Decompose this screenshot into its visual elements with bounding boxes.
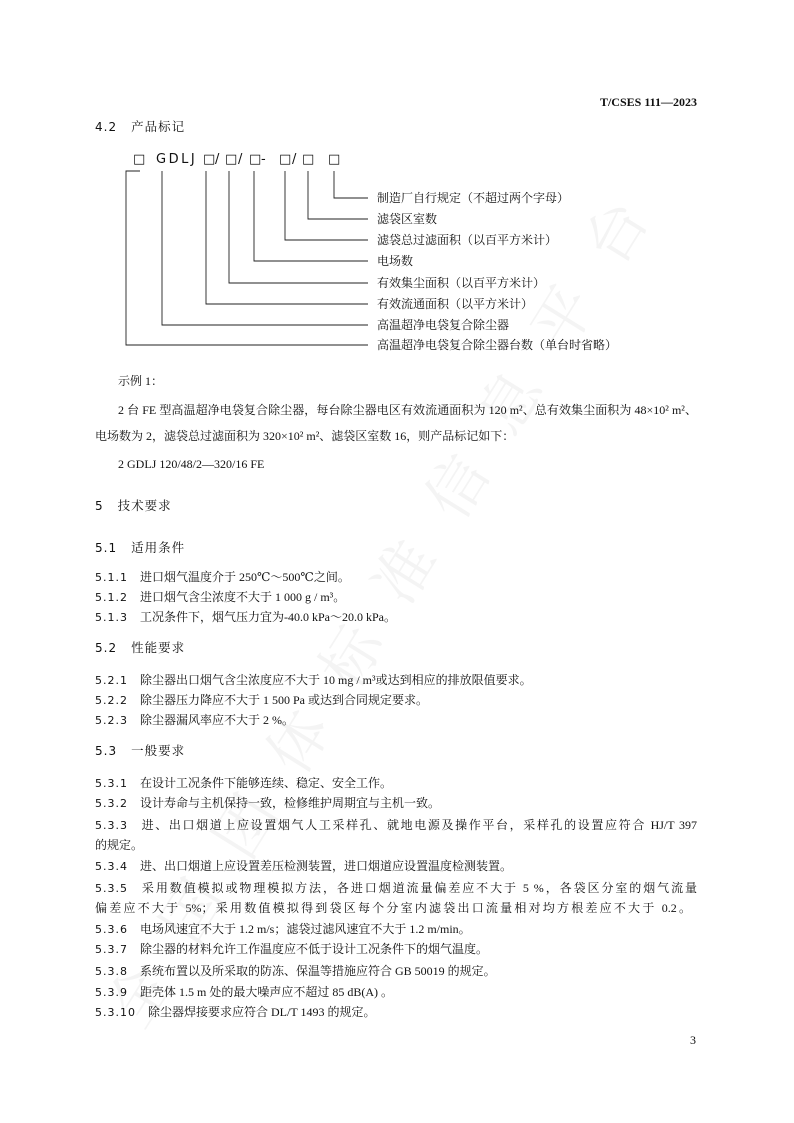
clause-text: 除尘器的材料允许工作温度应不低于设计工况条件下的烟气温度。 <box>140 942 489 956</box>
clause-continuation: 偏差应不大于 5%；采用数值模拟得到袋区每个分室内滤袋出口流量相对均方根差应不大于 0.2。 <box>95 901 691 915</box>
example-label: 示例 1： <box>118 374 164 388</box>
clause-text: 进、出口烟道上应设置差压检测装置，进口烟道应设置温度检测装置。 <box>140 859 513 873</box>
clause <box>95 589 345 605</box>
clause-text: 电场风速宜不大于 1.2 m/s；滤袋过滤风速宜不大于 1.2 m/min。 <box>140 922 471 936</box>
clause <box>95 692 428 708</box>
section-number: 4.2 <box>95 120 118 134</box>
clause-number: 5.1.2 <box>95 591 128 604</box>
leader-line <box>254 171 368 261</box>
section-title: 适用条件 <box>131 540 186 555</box>
marking-token-box: □ <box>302 152 315 167</box>
clause-number: 5.2.3 <box>95 714 128 727</box>
clause-number: 5.1.1 <box>95 571 128 584</box>
clause <box>95 712 294 728</box>
marking-token-slash: / <box>292 152 297 167</box>
marking-token-slash: / <box>238 152 243 167</box>
example-text-line: 电场数为 2，滤袋总过滤面积为 320×10² m²、滤袋区室数 16，则产品标记如下： <box>95 429 515 443</box>
clause-continuation: 的规定。 <box>95 838 144 852</box>
clause-number: 5.3.6 <box>95 923 128 936</box>
clause-number: 5.3.7 <box>95 943 128 956</box>
section-number: 5.1 <box>95 541 118 555</box>
leader-line <box>308 171 368 219</box>
clause-text: 除尘器压力降应不大于 1 500 Pa 或达到合同规定要求。 <box>140 693 429 707</box>
clause <box>95 984 393 1000</box>
marking-label: 制造厂自行规定（不超过两个字母） <box>377 191 570 205</box>
clause-number: 5.3.2 <box>95 797 128 810</box>
marking-token-box: □ <box>133 152 146 167</box>
section-heading-5-1 <box>95 540 185 556</box>
leader-line <box>229 171 368 283</box>
clause-number: 5.2.1 <box>95 674 128 687</box>
section-title: 性能要求 <box>131 640 186 655</box>
clause <box>95 963 496 979</box>
clause-number: 5.3.1 <box>95 777 128 790</box>
leader-line <box>285 171 368 240</box>
clause <box>95 609 396 625</box>
clause-number: 5.1.3 <box>95 611 128 624</box>
marking-token-slash: / <box>215 152 220 167</box>
marking-token-box: □ <box>249 152 262 167</box>
clause-text: 进口烟气温度介于 250℃～500℃之间。 <box>140 570 350 584</box>
clause-text: 系统布置以及所采取的防冻、保温等措施应符合 GB 50019 的规定。 <box>140 964 496 978</box>
clause <box>95 672 532 688</box>
clause-number: 5.2.2 <box>95 694 128 707</box>
section-number: 5 <box>95 499 104 513</box>
marking-token-box: □ <box>279 152 292 167</box>
clause <box>95 921 471 937</box>
section-heading-5-3 <box>95 743 185 759</box>
clause <box>95 858 512 874</box>
section-heading-5-2 <box>95 640 185 656</box>
leader-line <box>162 171 368 325</box>
marking-label: 滤袋总过滤面积（以百平方米计） <box>377 233 558 247</box>
clause <box>95 569 350 585</box>
clause-number: 5.3.3 <box>95 819 128 832</box>
marking-token-box: □ <box>225 152 238 167</box>
document-code: T/CSES 111—2023 <box>599 95 697 109</box>
clause <box>95 1004 375 1020</box>
example-text-line: 2 台 FE 型高温超净电袋复合除尘器，每台除尘器电区有效流通面积为 120 m²、总有效集尘面积为 48×10² m²、 <box>118 403 697 417</box>
clause <box>95 880 697 896</box>
marking-label: 有效集尘面积（以百平方米计） <box>377 276 546 290</box>
section-heading-4-2 <box>95 119 185 135</box>
clause-text: 进、出口烟道上应设置烟气人工采样孔、就地电源及操作平台，采样孔的设置应符合 HJ/T 397 <box>140 818 697 832</box>
marking-label: 高温超净电袋复合除尘器台数（单台时省略） <box>377 338 618 352</box>
marking-label: 电场数 <box>377 254 414 268</box>
clause-number: 5.3.5 <box>95 882 128 895</box>
page-number: 3 <box>690 1033 696 1047</box>
section-number: 5.3 <box>95 744 118 758</box>
clause-text: 距壳体 1.5 m 处的最大噪声应不超过 85 dB(A) 。 <box>140 985 393 999</box>
clause-number: 5.3.10 <box>95 1006 136 1019</box>
clause <box>95 775 392 791</box>
marking-token-dash: - <box>261 152 266 167</box>
clause-text: 除尘器出口烟气含尘浓度应不大于 10 mg / m³或达到相应的排放限值要求。 <box>140 673 532 687</box>
clause-text: 除尘器漏风率应不大于 2 %。 <box>140 713 294 727</box>
clause-number: 5.3.8 <box>95 965 128 978</box>
clause-text: 工况条件下，烟气压力宜为-40.0 kPa～20.0 kPa。 <box>140 610 396 624</box>
marking-label: 有效流通面积（以平方米计） <box>377 297 534 311</box>
leader-line <box>206 171 368 304</box>
clause-text: 采用数值模拟或物理模拟方法，各进口烟道流量偏差应不大于 5 %，各袋区分室的烟气流量 <box>140 881 697 895</box>
example-result: 2 GDLJ 120/48/2—320/16 FE <box>118 457 265 471</box>
section-heading-5 <box>95 498 172 514</box>
clause-text: 进口烟气含尘浓度不大于 1 000 g / m³。 <box>140 590 346 604</box>
marking-token-box: □ <box>203 152 216 167</box>
section-title: 技术要求 <box>117 498 172 513</box>
section-number: 5.2 <box>95 641 118 655</box>
clause-number: 5.3.4 <box>95 860 128 873</box>
clause-text: 除尘器焊接要求应符合 DL/T 1493 的规定。 <box>148 1005 376 1019</box>
section-title: 一般要求 <box>131 743 186 758</box>
clause <box>95 817 697 833</box>
clause-text: 在设计工况条件下能够连续、稳定、安全工作。 <box>140 776 393 790</box>
marking-label: 高温超净电袋复合除尘器 <box>377 318 510 332</box>
leader-line <box>334 171 368 198</box>
section-title: 产品标记 <box>131 119 186 134</box>
clause <box>95 941 488 957</box>
marking-token-box: □ <box>328 152 341 167</box>
clause-text: 设计寿命与主机保持一致，检修维护周期宜与主机一致。 <box>140 796 441 810</box>
marking-token-code: GDLJ <box>156 152 198 167</box>
clause <box>95 795 440 811</box>
clause-number: 5.3.9 <box>95 986 128 999</box>
marking-label: 滤袋区室数 <box>377 212 438 226</box>
